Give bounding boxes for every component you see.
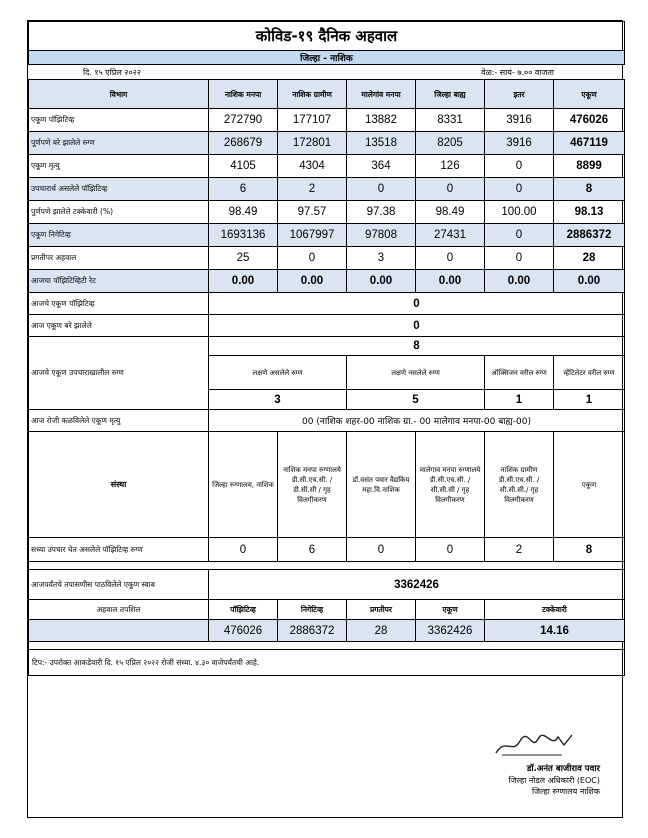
signatory-office: जिल्हा रुग्णालय नाशिक: [532, 787, 600, 796]
stat-cell: 98.13: [554, 201, 625, 224]
stat-cell: 6: [209, 178, 278, 201]
note-row: [29, 650, 625, 676]
stat-row: [29, 270, 625, 293]
stat-cell: 8205: [416, 132, 485, 155]
stat-cell: 1067997: [278, 224, 347, 247]
stat-cell: 0.00: [416, 270, 485, 293]
col-header: मालेगांव मनपा: [347, 80, 416, 109]
oxygen-label: ऑक्सिजन वरील रुग्ण: [485, 356, 554, 390]
stat-cell: 0.00: [278, 270, 347, 293]
col-header: विभाग: [29, 80, 209, 109]
today-recovered-value: 0: [209, 315, 625, 337]
stat-rows: [29, 109, 625, 293]
stat-row: [29, 132, 625, 155]
stat-row: [29, 247, 625, 270]
stat-cell: 25: [209, 247, 278, 270]
stat-cell: 0.00: [485, 270, 554, 293]
institution-label: संस्था: [29, 432, 209, 538]
today-recovered-label: आज एकूण बरे झालेले: [29, 315, 209, 337]
stat-cell: 4304: [278, 155, 347, 178]
oxygen-value: 1: [485, 390, 554, 410]
stat-cell: 1693136: [209, 224, 278, 247]
stat-cell: 0: [347, 178, 416, 201]
stat-row: [29, 109, 625, 132]
institution-value: 6: [278, 538, 347, 562]
today-positive-label: आजचे एकूण पॉझिटिव्ह: [29, 293, 209, 315]
swab-detail-header-row: [29, 600, 625, 620]
stat-row-label: पूर्णपणे बरे झालेले रुग्ण: [29, 132, 209, 155]
stat-row-label: एकूण पॉझिटिव्ह: [29, 109, 209, 132]
stat-cell: 8: [554, 178, 625, 201]
stat-cell: 0: [485, 155, 554, 178]
stat-cell: 3: [347, 247, 416, 270]
column-header-row: [29, 80, 625, 109]
stat-row-label: उपचारार्थ असलेले पॉझिटिव्ह: [29, 178, 209, 201]
report-title: कोविड-१९ दैनिक अहवाल: [29, 22, 625, 51]
symptomatic-value: 3: [209, 390, 347, 410]
stat-row-label: एकूण मृत्यु: [29, 155, 209, 178]
swab-detail-values-row: [29, 620, 625, 642]
swab-total: 3362426: [209, 570, 625, 600]
swab-header: प्रगतीपर: [347, 600, 416, 620]
institution-value: 8: [554, 538, 625, 562]
stat-cell: 364: [347, 155, 416, 178]
stat-cell: 126: [416, 155, 485, 178]
stat-cell: 13518: [347, 132, 416, 155]
swab-value: 28: [347, 620, 416, 642]
swab-value: 2886372: [278, 620, 347, 642]
stat-cell: 2: [278, 178, 347, 201]
signature-block: [509, 764, 600, 797]
stat-cell: 467119: [554, 132, 625, 155]
swab-value: 3362426: [416, 620, 485, 642]
swab-total-row: [29, 570, 625, 600]
stat-cell: 0: [278, 247, 347, 270]
asymptomatic-value: 5: [347, 390, 485, 410]
asymptomatic-label: लक्षणे नसलेले रुग्ण: [347, 356, 485, 390]
stat-cell: 100.00: [485, 201, 554, 224]
swab-header: निगेटिव्ह: [278, 600, 347, 620]
treatment-label: आजचे एकूण उपचाराखालील रुग्ण: [29, 337, 209, 410]
institution-row-label: सध्या उपचार घेत असलेले पॉझिटिव्ह रुग्ण: [29, 538, 209, 562]
swab-label: आजपर्यंतचे तपासणीस पाठविलेले एकूण स्वाब: [29, 570, 209, 600]
treatment-total-row: [29, 337, 625, 356]
stat-cell: 98.49: [209, 201, 278, 224]
signatory-designation: जिल्हा नोडल अधिकारी (EOC): [508, 776, 600, 785]
main-table: [28, 79, 625, 676]
col-header: जिल्हा बाह्य: [416, 80, 485, 109]
stat-row: [29, 201, 625, 224]
swab-header: टक्केवारी: [485, 600, 625, 620]
institution-col: नाशिक मनपा रुग्णालये डी.सी.एच.सी. / डी.सी.सी / गृह विलगीकरण: [278, 432, 347, 538]
date-row: [28, 65, 622, 79]
stat-cell: 97.38: [347, 201, 416, 224]
stat-cell: 13882: [347, 109, 416, 132]
swab-value: 14.16: [485, 620, 625, 642]
stat-cell: 8899: [554, 155, 625, 178]
stat-cell: 4105: [209, 155, 278, 178]
stat-cell: 97.57: [278, 201, 347, 224]
stat-cell: 3916: [485, 132, 554, 155]
stat-row: [29, 224, 625, 247]
stat-row: [29, 155, 625, 178]
stat-cell: 97808: [347, 224, 416, 247]
header-table: [28, 21, 625, 65]
swab-header: एकूण: [416, 600, 485, 620]
stat-cell: 98.49: [416, 201, 485, 224]
institution-value: 0: [416, 538, 485, 562]
signatory-name: डॉ.अनंत बाजीराव पवार: [526, 764, 600, 774]
stat-cell: 172801: [278, 132, 347, 155]
col-header: नाशिक ग्रामीण: [278, 80, 347, 109]
stat-cell: 27431: [416, 224, 485, 247]
report-time: वेळ:- सायं- ७.०० वाजता: [481, 67, 554, 77]
report-sheet: [27, 20, 623, 818]
institution-value: 0: [347, 538, 416, 562]
institution-values-row: [29, 538, 625, 562]
stat-cell: 0: [416, 178, 485, 201]
stat-cell: 0.00: [347, 270, 416, 293]
signature-scribble: [492, 731, 582, 759]
stat-cell: 476026: [554, 109, 625, 132]
institution-col: जिल्हा रुग्णालय, नाशिक: [209, 432, 278, 538]
institution-header-row: [29, 432, 625, 538]
district-label: जिल्हा - नाशिक: [29, 51, 625, 65]
col-header: इतर: [485, 80, 554, 109]
institution-col: डॉ.वसंत पवार वैद्यकिय महा.वि.नाशिक: [347, 432, 416, 538]
report-date: दि. १५ एप्रिल २०२२: [83, 67, 141, 77]
today-deaths-value: 00 (नाशिक शहर-00 नाशिक ग्रा.- 00 मालेगाव मनपा-00 बाह्य-00): [209, 410, 625, 432]
institution-value: 0: [209, 538, 278, 562]
stat-cell: 0: [485, 247, 554, 270]
stat-cell: 28: [554, 247, 625, 270]
today-deaths-row: [29, 410, 625, 432]
today-deaths-label: आज रोजी कळविलेले एकूण मृत्यु: [29, 410, 209, 432]
stat-row-label: पुर्णपणे झालेले टक्केवारी (%): [29, 201, 209, 224]
stat-row: [29, 178, 625, 201]
symptomatic-label: लक्षणे असलेले रुग्ण: [209, 356, 347, 390]
stat-cell: 177107: [278, 109, 347, 132]
stat-cell: 8331: [416, 109, 485, 132]
swab-detail-label: अहवाल तपशिल: [29, 600, 209, 620]
today-recovered-row: [29, 315, 625, 337]
col-header: नाशिक मनपा: [209, 80, 278, 109]
footnote: टिप:- उपरोक्त आकडेवारी दि. १५ एप्रिल २०२२ रोजी संध्या. ४.३० वाजेपर्यंतची आहे.: [29, 650, 625, 676]
institution-value: 2: [485, 538, 554, 562]
stat-row-label: प्रगतीपर अहवाल: [29, 247, 209, 270]
institution-col: नाशिक ग्रामीण डी.सी.एच.सी. /सी.सी.सी./ गृह विलगीकरण: [485, 432, 554, 538]
stat-cell: 2886372: [554, 224, 625, 247]
col-header: एकूण: [554, 80, 625, 109]
stat-row-label: एकूण निगेटिव्ह: [29, 224, 209, 247]
stat-cell: 0: [485, 178, 554, 201]
stat-row-label: आजचा पॉझिटिव्हिटी रेट: [29, 270, 209, 293]
stat-cell: 272790: [209, 109, 278, 132]
today-positive-row: [29, 293, 625, 315]
ventilator-value: 1: [554, 390, 625, 410]
stat-cell: 0: [416, 247, 485, 270]
stat-cell: 268679: [209, 132, 278, 155]
ventilator-label: व्हेंटिलेटर वरील रुग्ण: [554, 356, 625, 390]
stat-cell: 0: [485, 224, 554, 247]
treatment-total: 8: [209, 337, 625, 356]
swab-value: 476026: [209, 620, 278, 642]
stat-cell: 0.00: [554, 270, 625, 293]
stat-cell: 3916: [485, 109, 554, 132]
institution-col: मालेगाव मनपा रुग्णालये डी.सी.एच.सी. / सी.सी.सी / गृह विलगीकरण: [416, 432, 485, 538]
stat-cell: 0.00: [209, 270, 278, 293]
swab-header: पॉझिटिव्ह: [209, 600, 278, 620]
today-positive-value: 0: [209, 293, 625, 315]
institution-col: एकूण: [554, 432, 625, 538]
